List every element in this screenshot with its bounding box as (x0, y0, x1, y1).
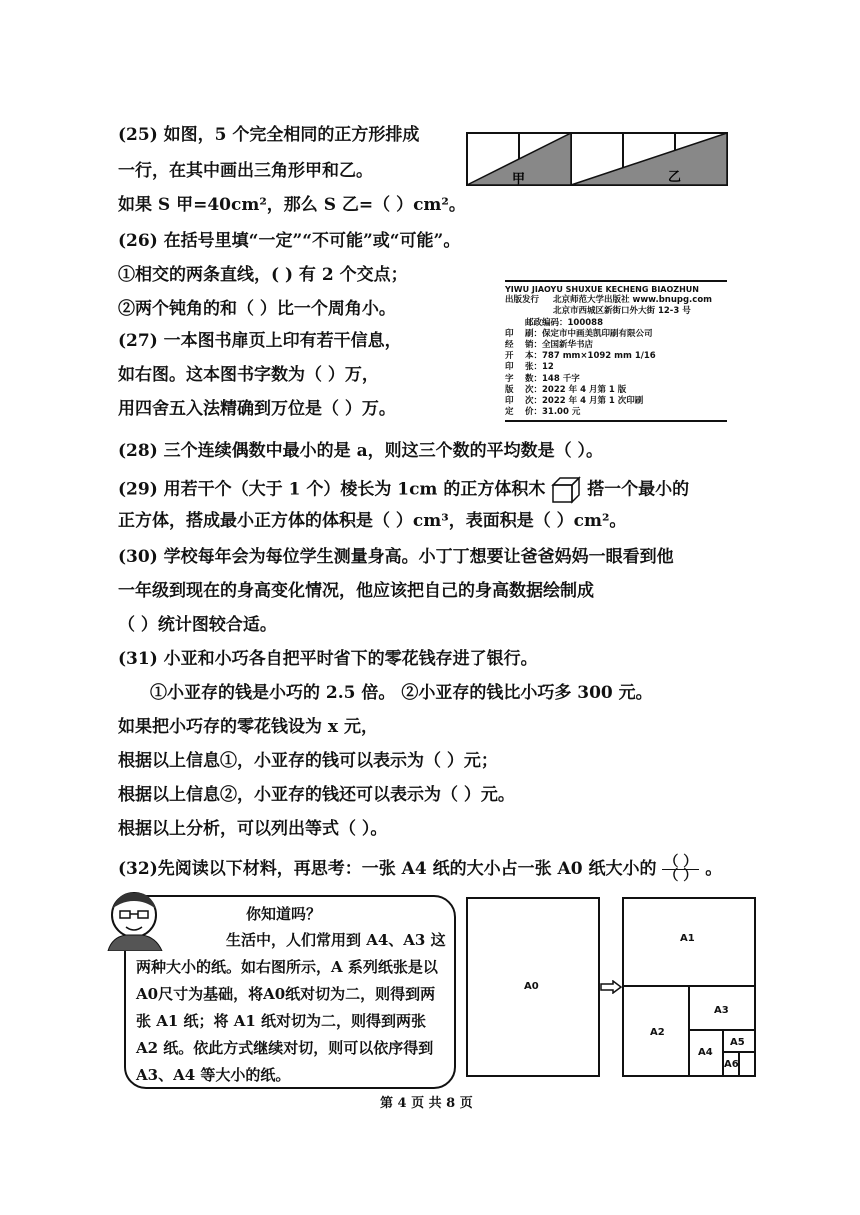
q31-line4: 根据以上信息①，小亚存的钱可以表示为（ ）元； (118, 751, 498, 771)
q32-line1 (118, 856, 722, 883)
q27-line1: (27) 一本图书扉页上印有若干信息， (118, 331, 402, 351)
copyright-row-value: 张：12 (525, 362, 554, 373)
page-footer: 第 4 页 共 8 页 (380, 1096, 473, 1111)
paper-a1-label: A1 (680, 933, 695, 944)
q31-line3: 如果把小巧存的零花钱设为 x 元， (118, 717, 378, 737)
paper-a6-label: A6 (724, 1059, 739, 1070)
copyright-row-value: 本：787 mm×1092 mm 1/16 (525, 351, 656, 362)
copyright-rows (505, 329, 727, 419)
copyright-publisher-row (505, 295, 727, 306)
copyright-row (505, 362, 727, 373)
q27-line2: 如右图。这本图书字数为（ ）万， (118, 365, 379, 385)
paper-a0-divided (622, 897, 756, 1077)
fraction-denominator: （ ） (664, 868, 698, 884)
info-body: 生活中，人们常用到 A4、A3 这两种大小的纸。如右图所示，A 系列纸张是以A0尺寸为基础，将A0纸对切为二，则得到两张 A1 纸；将 A1 纸对切为二，则得到两张 A2 纸。依此方式继续对切，则可以依序得到 A3、A4 等大小的纸。 (136, 931, 446, 1084)
copyright-row (505, 374, 727, 385)
copyright-row (505, 340, 727, 351)
q31-line1: (31) 小亚和小巧各自把平时省下的零花钱存进了银行。 (118, 649, 538, 669)
q28-line1: (28) 三个连续偶数中最小的是 a，则这三个数的平均数是（ ）。 (118, 441, 604, 461)
paper-a2-label: A2 (650, 1027, 665, 1038)
q32-text: (32)先阅读以下材料，再思考：一张 A4 纸的大小占一张 A0 纸大小的 (118, 859, 657, 879)
copyright-header: YIWU JIAOYU SHUXUE KECHENG BIAOZHUN (505, 285, 699, 294)
paper-a4-label: A4 (698, 1047, 713, 1058)
fraction-numerator: （ ） (664, 854, 698, 870)
copyright-row-value: 数：148 千字 (525, 373, 580, 384)
q25-line2: 一行，在其中画出三角形甲和乙。 (118, 161, 373, 181)
q32-end: 。 (705, 859, 723, 879)
q26-line1: (26) 在括号里填“一定”“不可能”或“可能”。 (118, 231, 461, 251)
q29-line1 (118, 476, 689, 504)
copyright-row (505, 351, 727, 362)
triangle-yi (571, 133, 727, 185)
copyright-row-value: 次：2022 年 4 月第 1 次印刷 (525, 396, 644, 407)
q31-line2: ①小亚存的钱是小巧的 2.5 倍。 ②小亚存的钱比小巧多 300 元。 (150, 683, 653, 703)
paper-a5-label: A5 (730, 1037, 745, 1048)
q26-line3: ②两个钝角的和（ ）比一个周角小。 (118, 299, 396, 319)
copyright-row (505, 407, 727, 418)
teacher-face-icon (100, 889, 170, 951)
q29-line1b: 搭一个最小的 (587, 479, 690, 500)
copyright-row-value: 销：全国新华书店 (525, 340, 594, 351)
copyright-row (505, 385, 727, 396)
label-yi: 乙 (668, 170, 682, 185)
copyright-row-key: 定 (505, 407, 514, 418)
copyright-row-key: 版 (505, 384, 514, 395)
q30-line3: （ ）统计图较合适。 (118, 615, 277, 635)
q29-line1a: (29) 用若干个（大于 1 个）棱长为 1cm 的正方体积木 (118, 479, 546, 500)
copyright-row-value: 次：2022 年 4 月第 1 版 (525, 384, 627, 395)
paper-a3-label: A3 (714, 1005, 729, 1016)
publisher-key: 出版发行 (505, 295, 540, 306)
copyright-page (505, 280, 727, 422)
copyright-row-key: 印 (505, 328, 514, 339)
publisher-address: 北京市西城区新街口外大街 12-3 号 (553, 306, 691, 317)
info-title: 你知道吗？ (246, 905, 322, 923)
paper-a0-label: A0 (524, 981, 539, 992)
q25-line1: (25) 如图，5 个完全相同的正方形排成 (118, 125, 420, 145)
copyright-row-key: 字 (505, 373, 514, 384)
label-jia: 甲 (512, 172, 526, 186)
squares-triangle-figure (466, 132, 728, 186)
fraction-blank (662, 856, 699, 883)
paper-a0 (466, 897, 600, 1077)
q30-line1: (30) 学校每年会为每位学生测量身高。小丁丁想要让爸爸妈妈一眼看到他 (118, 547, 674, 567)
arrow-right-icon (600, 980, 622, 994)
copyright-row-key: 印 (505, 362, 514, 373)
copyright-row-key: 经 (505, 340, 514, 351)
copyright-row (505, 329, 727, 340)
cube-icon (551, 476, 581, 504)
q31-line5: 根据以上信息②，小亚存的钱还可以表示为（ ）元。 (118, 785, 515, 805)
copyright-row (505, 396, 727, 407)
q27-line3: 用四舍五入法精确到万位是（ ）万。 (118, 399, 396, 419)
copyright-row-key: 开 (505, 351, 514, 362)
copyright-row-value: 刷：保定市中画美凯印刷有限公司 (525, 328, 653, 339)
copyright-row-value: 价：31.00 元 (525, 407, 581, 418)
copyright-row-key: 印 (505, 396, 514, 407)
q25-line3: 如果 S 甲=40cm²，那么 S 乙=（ ）cm²。 (118, 195, 466, 215)
publisher-value: 北京师范大学出版社 www.bnupg.com (553, 295, 713, 306)
q29-line2: 正方体，搭成最小正方体的体积是（ ）cm³，表面积是（ ）cm²。 (118, 511, 627, 531)
q26-line2: ①相交的两条直线，( ) 有 2 个交点； (118, 265, 408, 285)
publisher-postcode: 邮政编码：100088 (525, 317, 603, 328)
q30-line2: 一年级到现在的身高变化情况，他应该把自己的身高数据绘制成 (118, 581, 594, 601)
did-you-know-box (124, 895, 456, 1089)
q31-line6: 根据以上分析，可以列出等式（ ）。 (118, 819, 388, 839)
